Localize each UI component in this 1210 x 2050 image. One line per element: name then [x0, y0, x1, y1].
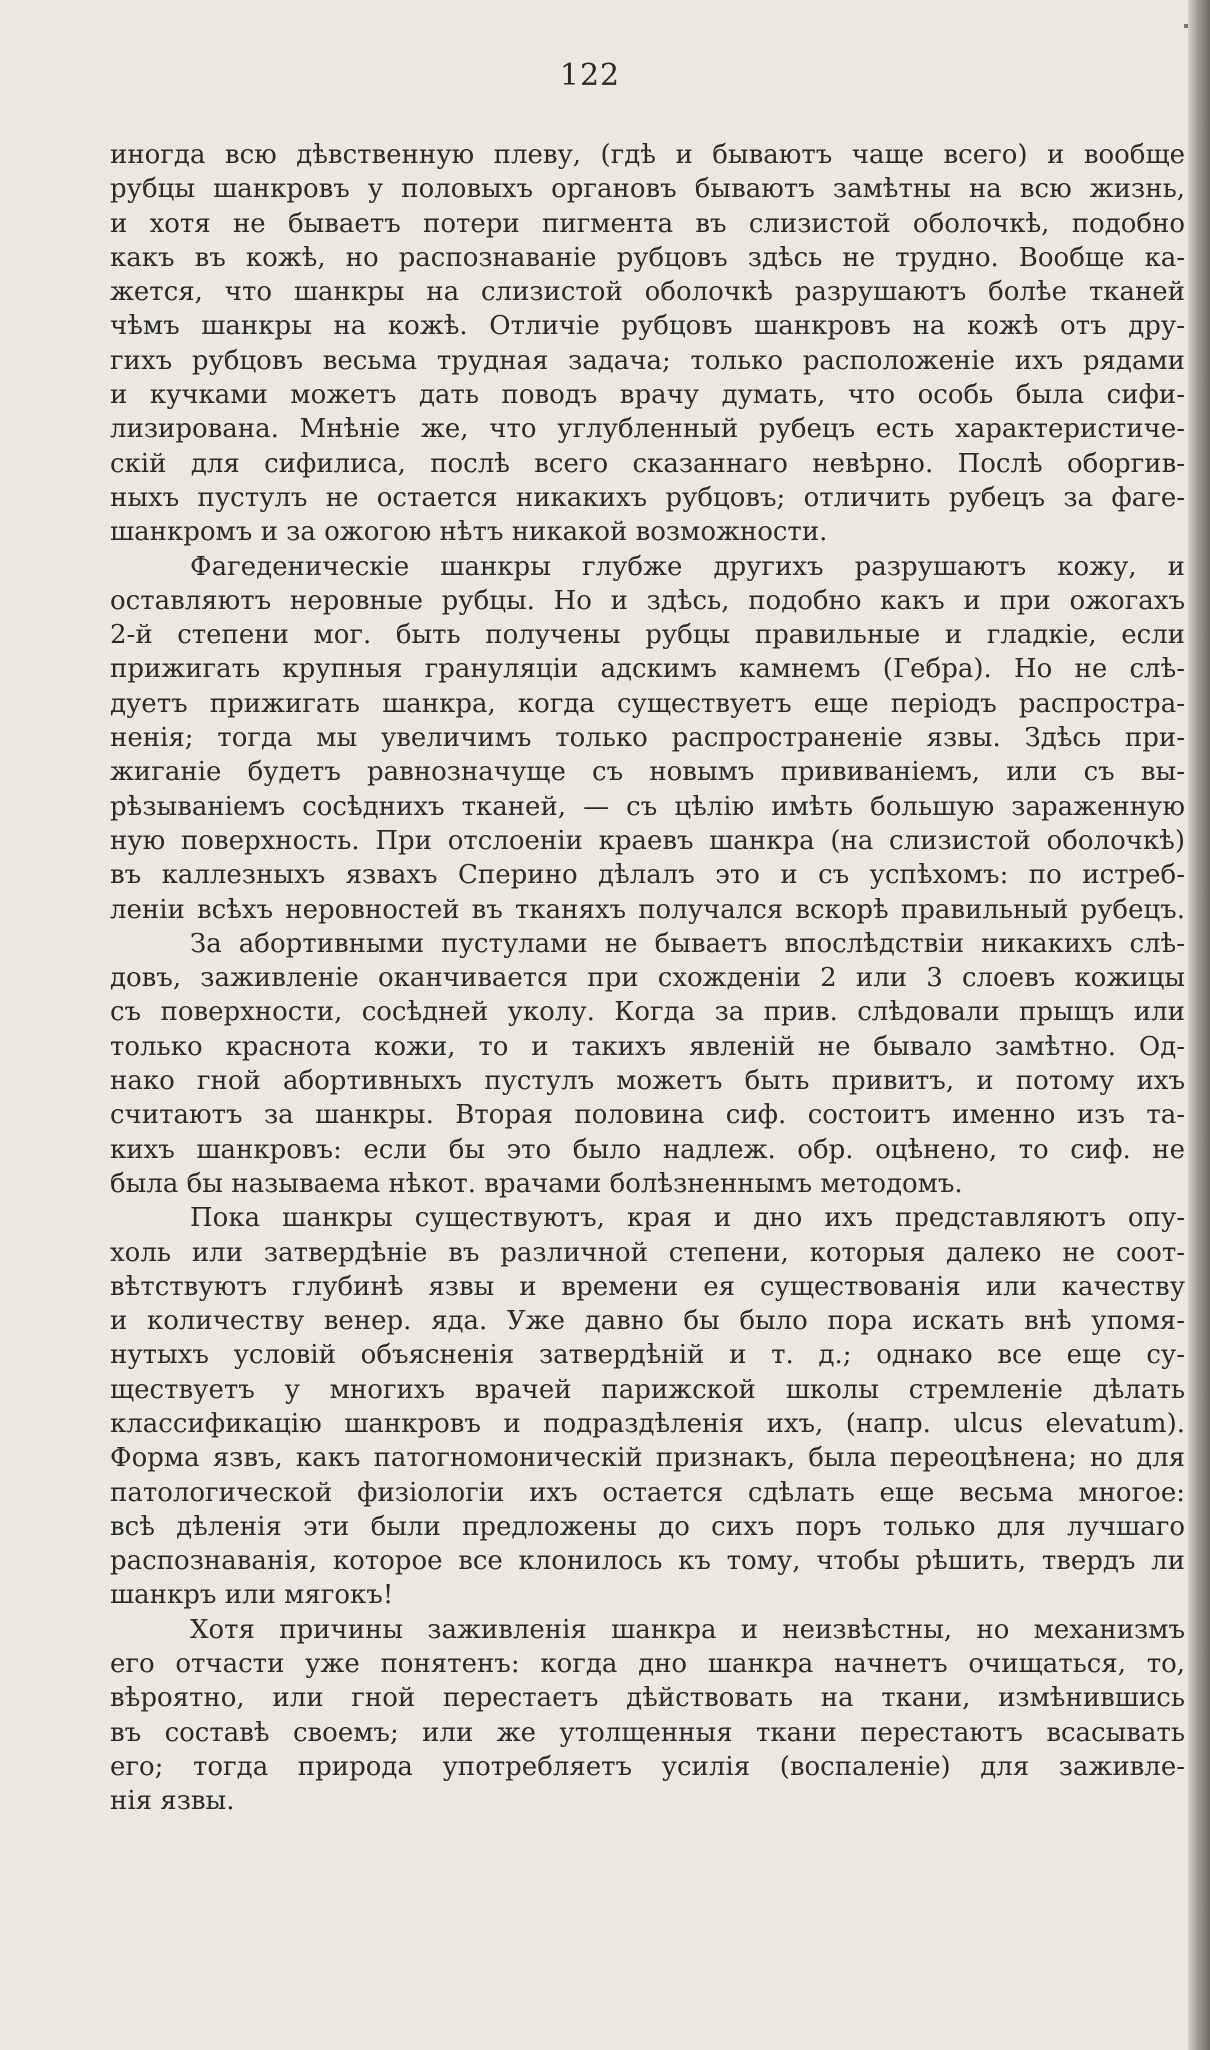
text-line: чѣмъ шанкры на кожѣ. Отличіе рубцовъ шанкровъ на кожѣ отъ дру- — [110, 311, 1185, 342]
text-line: вѣроятно, или гной перестаетъ дѣйствовать на ткани, измѣнившись — [110, 1683, 1185, 1714]
text-line: прижигать крупныя грануляціи адскимъ камнемъ (Гебра). Но не слѣ- — [110, 654, 1185, 685]
text-line: въ составѣ своемъ; или же утолщенныя ткани перестаютъ всасывать — [110, 1717, 1185, 1748]
text-line: кихъ шанкровъ: если бы это было надлеж. обр. оцѣнено, то сиф. не — [110, 1134, 1185, 1165]
text-line: Хотя причины заживленія шанкра и неизвѣстны, но механизмъ — [190, 1614, 1185, 1645]
text-line: рубцы шанкровъ у половыхъ органовъ бываютъ замѣтны на всю жизнь, — [110, 174, 1185, 205]
text-line: гихъ рубцовъ весьма трудная задача; только расположеніе ихъ рядами — [110, 345, 1185, 376]
text-line: распознаванія, которое все клонилось къ тому, чтобы рѣшить, твердъ ли — [110, 1546, 1185, 1577]
text-line: иногда всю дѣвственную плеву, (гдѣ и бываютъ чаще всего) и вообще — [110, 140, 1185, 170]
text-line: холь или затвердѣніе въ различной степени, которыя далеко не соот- — [110, 1237, 1185, 1268]
text-line: его; тогда природа употребляетъ усилія (воспаленіе) для заживле- — [110, 1751, 1185, 1782]
text-line: нія язвы. — [110, 1786, 235, 1817]
text-line: скій для сифилиса, послѣ всего сказаннаго невѣрно. Послѣ оборгив- — [110, 448, 1185, 479]
text-line: шанкромъ и за ожогою нѣтъ никакой возможности. — [110, 517, 828, 548]
text-line: довъ, заживленіе оканчивается при схожденіи 2 или 3 слоевъ кожицы — [110, 963, 1185, 994]
text-line: дуетъ прижигать шанкра, когда существуетъ еще періодъ распростра- — [110, 688, 1185, 719]
text-line: патологической физіологіи ихъ остается сдѣлать еще весьма многое: — [110, 1477, 1185, 1508]
text-line: и кучками можетъ дать поводъ врачу думать, что особь была сифи- — [110, 380, 1185, 411]
text-line: и количеству венер. яда. Уже давно бы было пора искать внѣ упомя- — [110, 1306, 1185, 1337]
text-line: Форма язвъ, какъ патогномоническій признакъ, была переоцѣнена; но для — [110, 1443, 1185, 1474]
text-line: съ поверхности, сосѣдней уколу. Когда за прив. слѣдовали прыщъ или — [110, 997, 1185, 1028]
body-text — [110, 138, 1185, 1819]
text-line: какъ въ кожѣ, но распознаваніе рубцовъ здѣсь не трудно. Вообще ка- — [110, 242, 1185, 273]
text-line: жется, что шанкры на слизистой оболочкѣ разрушаютъ болѣе тканей — [110, 277, 1185, 308]
text-line: въ каллезныхъ язвахъ Сперино дѣлалъ это и съ успѣхомъ: по истреб- — [110, 860, 1185, 891]
text-line: ную поверхность. При отслоеніи краевъ шанкра (на слизистой оболочкѣ) — [110, 825, 1185, 856]
text-line: ществуетъ у многихъ врачей парижской школы стремленіе дѣлать — [110, 1374, 1185, 1405]
text-line: нако гной абортивныхъ пустулъ можетъ быть привитъ, и потому ихъ — [110, 1066, 1185, 1097]
text-line: считаютъ за шанкры. Вторая половина сиф. состоитъ именно изъ та- — [110, 1100, 1185, 1131]
text-line: лизирована. Мнѣніе же, что углубленный рубецъ есть характеристиче- — [110, 414, 1185, 445]
text-line: вѣтствуютъ глубинѣ язвы и времени ея существованія или качеству — [110, 1271, 1185, 1302]
text-line: 2-й степени мог. быть получены рубцы правильные и гладкіе, если — [110, 620, 1185, 651]
text-line: шанкръ или мягокъ! — [110, 1580, 394, 1611]
text-line: ныхъ пустулъ не остается никакихъ рубцовъ; отличить рубецъ за фаге- — [110, 482, 1185, 513]
text-line: оставляютъ неровные рубцы. Но и здѣсь, подобно какъ и при ожогахъ — [110, 585, 1185, 616]
text-line: была бы называема нѣкот. врачами болѣзненнымъ методомъ. — [110, 1168, 963, 1199]
text-line: За абортивными пустулами не бываетъ впослѣдствіи никакихъ слѣ- — [190, 928, 1185, 959]
text-line: классификацію шанкровъ и подраздѣленія ихъ, (напр. ulcus elevatum). — [110, 1408, 1185, 1439]
text-line: леніи всѣхъ неровностей въ тканяхъ получался вскорѣ правильный рубецъ. — [110, 894, 1185, 925]
text-line: Фагеденическіе шанкры глубже другихъ разрушаютъ кожу, и — [190, 551, 1185, 582]
text-line: ненія; тогда мы увеличимъ только распространеніе язвы. Здѣсь при- — [110, 723, 1185, 754]
text-line: жиганіе будетъ равнозначуще съ новымъ прививаніемъ, или съ вы- — [110, 757, 1185, 788]
text-line: его отчасти уже понятенъ: когда дно шанкра начнетъ очищаться, то, — [110, 1649, 1185, 1680]
text-line: и хотя не бываетъ потери пигмента въ слизистой оболочкѣ, подобно — [110, 208, 1185, 239]
page-number: 122 — [559, 58, 621, 93]
text-line: нутыхъ условій объясненія затвердѣній и т. д.; однако все еще су- — [110, 1340, 1185, 1371]
text-line: только краснота кожи, то и такихъ явленій не бывало замѣтно. Од- — [110, 1031, 1185, 1062]
text-line: Пока шанкры существуютъ, края и дно ихъ представляютъ опу- — [190, 1203, 1185, 1234]
text-line: всѣ дѣленія эти были предложены до сихъ поръ только для лучшаго — [110, 1511, 1185, 1542]
text-line: рѣзываніемъ сосѣднихъ тканей, — съ цѣлію имѣть большую зараженную — [110, 791, 1185, 822]
book-binding-edge — [1188, 0, 1210, 2050]
